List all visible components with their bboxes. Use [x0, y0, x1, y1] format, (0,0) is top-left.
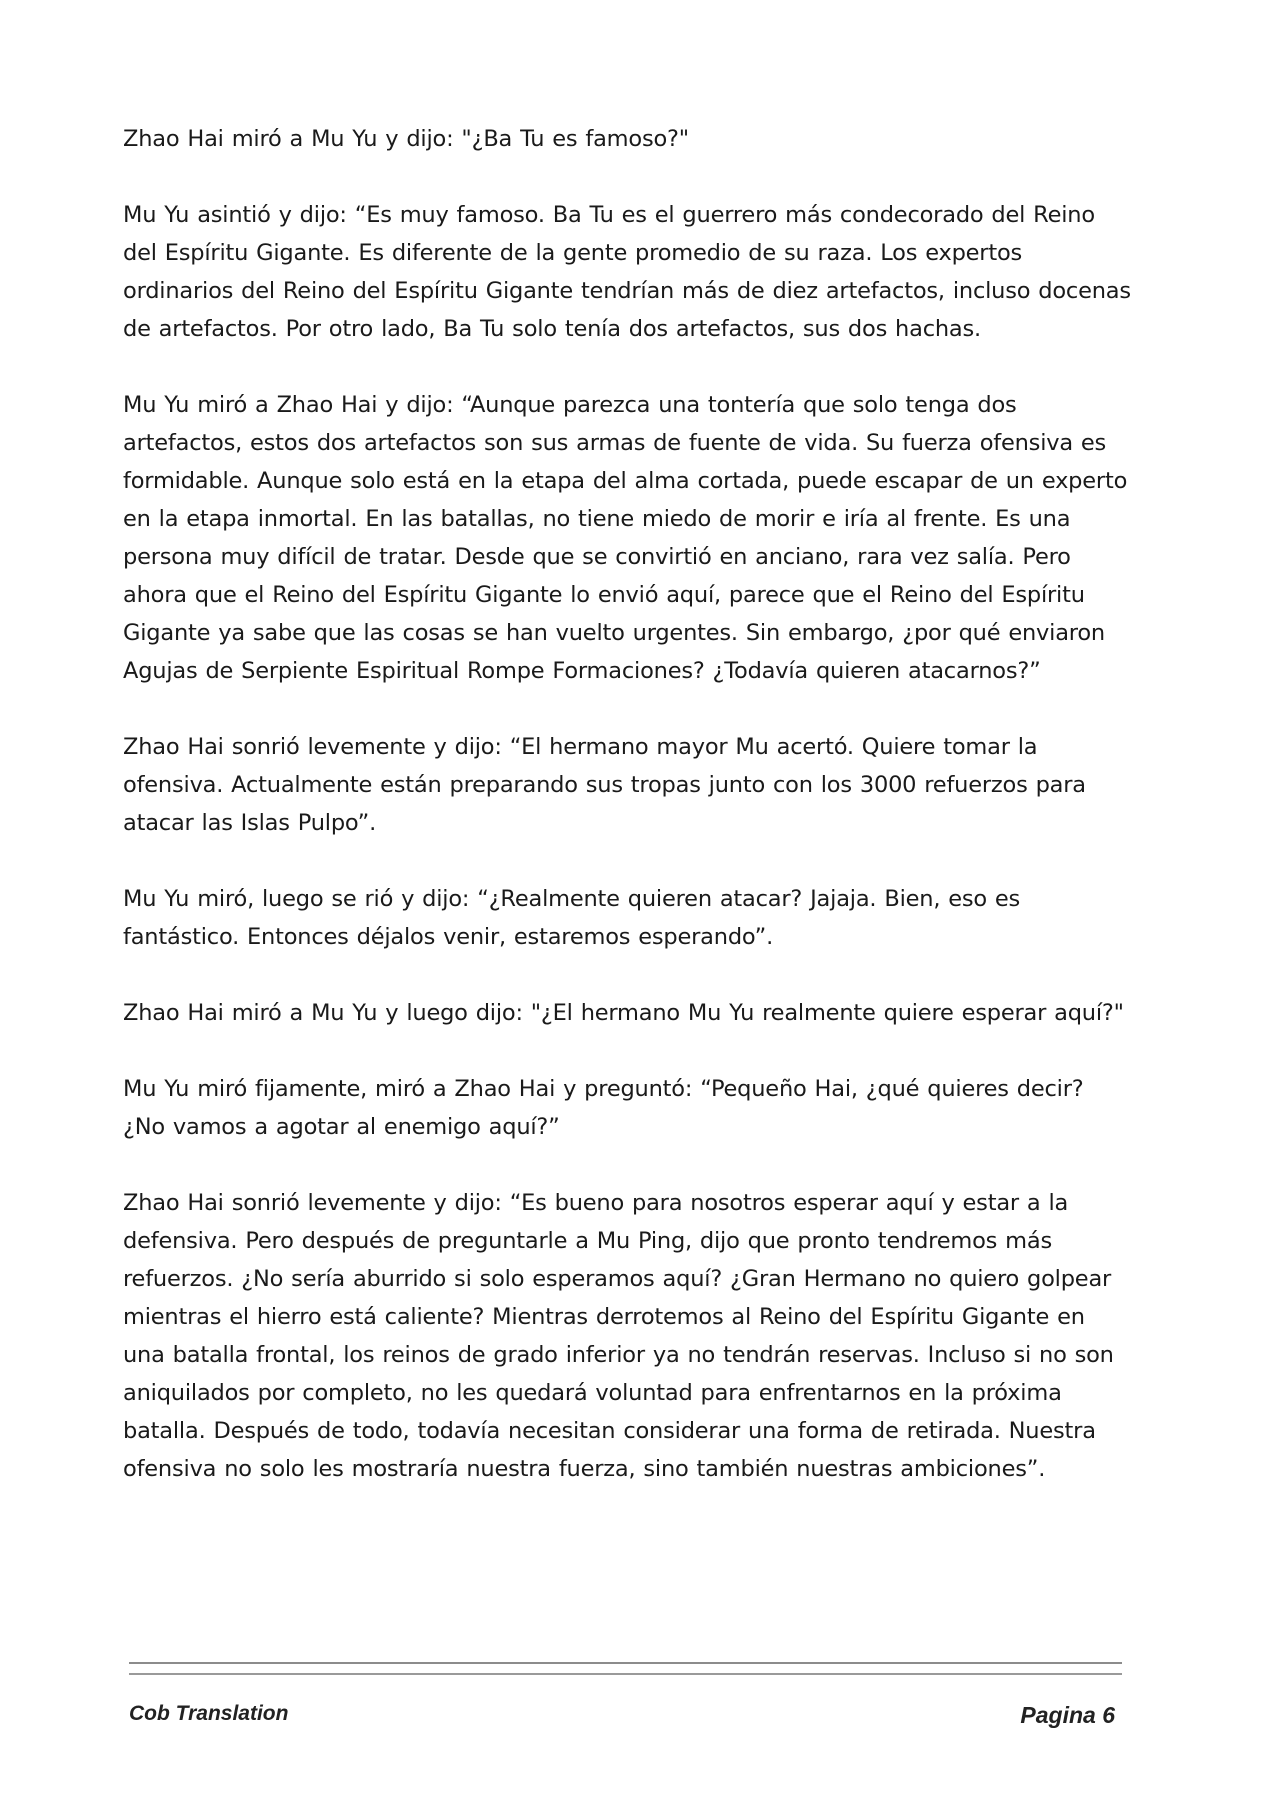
paragraph: Zhao Hai sonrió levemente y dijo: “El hermano mayor Mu acertó. Quiere tomar la ofensiva. Actualmente están preparando sus tropas junto con los 3000 refuerzos para atacar las Islas Pulpo”.	[123, 734, 1086, 836]
paragraph: Mu Yu miró, luego se rió y dijo: “¿Realmente quieren atacar? Jajaja. Bien, eso es fantástico. Entonces déjalos venir, estaremos esperando”.	[123, 886, 1021, 950]
footer-rule-bottom	[129, 1673, 1122, 1675]
body-text	[123, 120, 1133, 1526]
paragraph: Mu Yu miró a Zhao Hai y dijo: “Aunque parezca una tontería que solo tenga dos artefactos, estos dos artefactos son sus armas de fuente de vida. Su fuerza ofensiva es formidable. Aunque solo está en la etapa del alma cortada, puede escapar de un experto en la etapa inmortal. En las batallas, no tiene miedo de morir e iría al frente. Es una persona muy difícil de tratar. Desde que se convirtió en anciano, rara vez salía. Pero ahora que el Reino del Espíritu Gigante lo envió aquí, parece que el Reino del Espíritu Gigante ya sabe que las cosas se han vuelto urgentes. Sin embargo, ¿por qué enviaron Agujas de Serpiente Espiritual Rompe Formaciones? ¿Todavía quieren atacarnos?”	[123, 392, 1128, 684]
page-number: Pagina 6	[1020, 1702, 1115, 1728]
paragraph: Mu Yu miró fijamente, miró a Zhao Hai y preguntó: “Pequeño Hai, ¿qué quieres decir? ¿No vamos a agotar al enemigo aquí?”	[123, 1076, 1084, 1140]
footer-divider	[129, 1662, 1122, 1684]
paragraph: Mu Yu asintió y dijo: “Es muy famoso. Ba Tu es el guerrero más condecorado del Reino del Espíritu Gigante. Es diferente de la gente promedio de su raza. Los expertos ordinarios del Reino del Espíritu Gigante tendrían más de diez artefactos, incluso docenas de artefactos. Por otro lado, Ba Tu solo tenía dos artefactos, sus dos hachas.	[123, 202, 1131, 342]
paragraph: Zhao Hai sonrió levemente y dijo: “Es bueno para nosotros esperar aquí y estar a la defensiva. Pero después de preguntarle a Mu Ping, dijo que pronto tendremos más refuerzos. ¿No sería aburrido si solo esperamos aquí? ¿Gran Hermano no quiero golpear mientras el hierro está caliente? Mientras derrotemos al Reino del Espíritu Gigante en una batalla frontal, los reinos de grado inferior ya no tendrán reservas. Incluso si no son aniquilados por completo, no les quedará voluntad para enfrentarnos en la próxima batalla. Después de todo, todavía necesitan considerar una forma de retirada. Nuestra ofensiva no solo les mostraría nuestra fuerza, sino también nuestras ambiciones”.	[123, 1190, 1114, 1482]
paragraph: Zhao Hai miró a Mu Yu y dijo: "¿Ba Tu es famoso?"	[123, 126, 689, 152]
footer-source: Cob Translation	[129, 1702, 289, 1725]
footer-rule-top	[129, 1662, 1122, 1664]
paragraph: Zhao Hai miró a Mu Yu y luego dijo: "¿El hermano Mu Yu realmente quiere esperar aquí?"	[123, 1000, 1124, 1026]
